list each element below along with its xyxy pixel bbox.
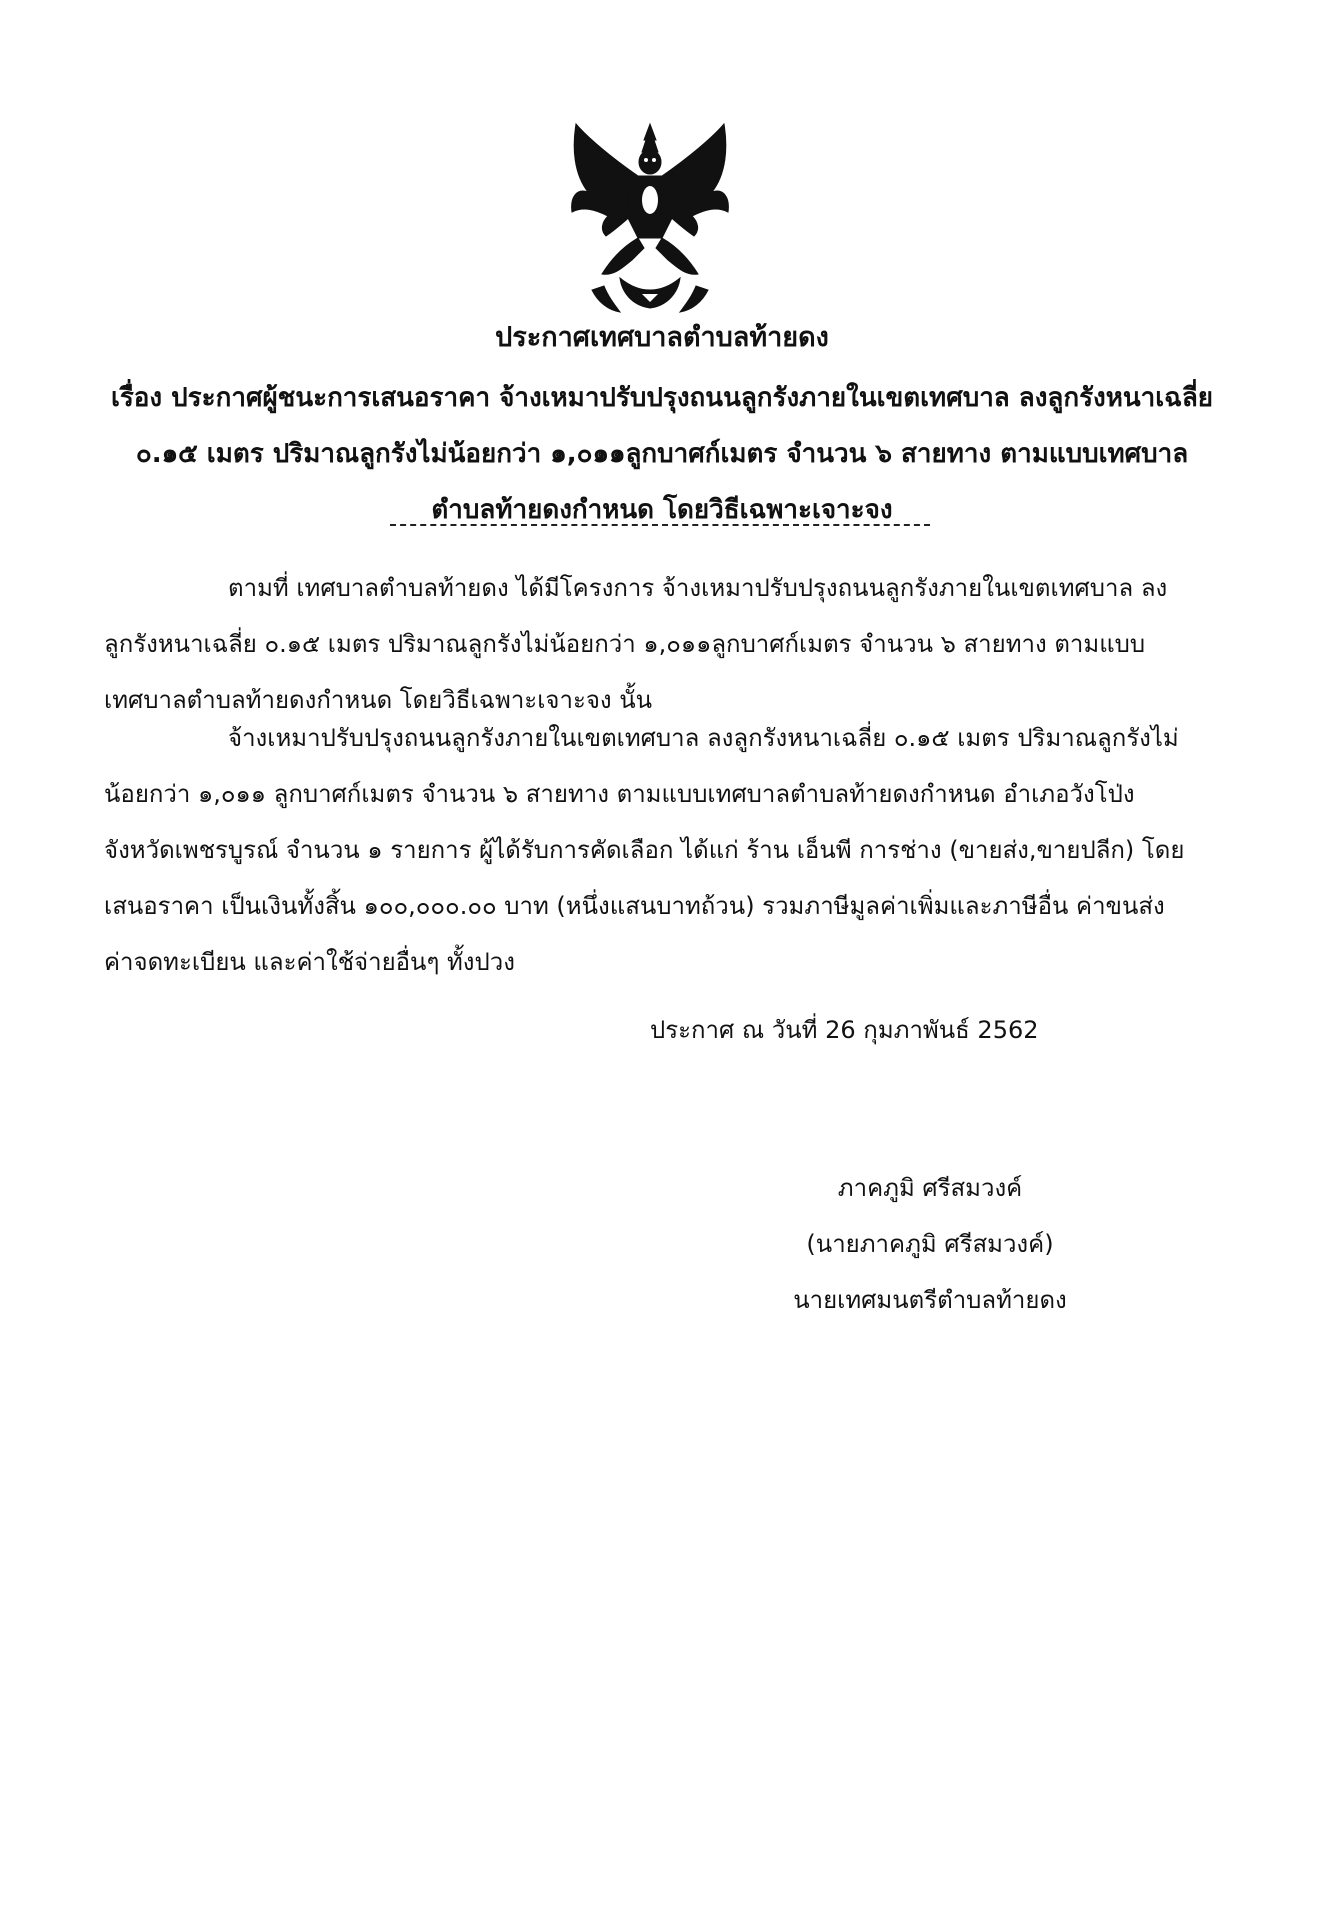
garuda-emblem-icon [562, 118, 738, 318]
signature-block [730, 1160, 1130, 1328]
announcement-title: ประกาศเทศบาลตำบลท้ายดง [495, 322, 829, 353]
paragraph-1-text: ตามที่ เทศบาลตำบลท้ายดง ได้มีโครงการ จ้างเหมาปรับปรุงถนนลูกรังภายในเขตเทศบาล ลงลูกรังหนาเฉลี่ย ๐.๑๕ เมตร ปริมาณลูกรังไม่น้อยกว่า ๑,๐๑๑ลูกบาศก์เมตร จำนวน ๖ สายทาง ตามแบบเทศบาลตำบลท้ายดงกำหนด โดยวิธีเฉพาะเจาะจง นั้น [104, 574, 1168, 714]
signature-name: ภาคภูมิ ศรีสมวงค์ [837, 1174, 1023, 1202]
body-paragraph-2 [104, 710, 1194, 990]
paragraph-2-text: จ้างเหมาปรับปรุงถนนลูกรังภายในเขตเทศบาล ลงลูกรังหนาเฉลี่ย ๐.๑๕ เมตร ปริมาณลูกรังไม่น้อยกว่า ๑,๐๑๑ ลูกบาศก์เมตร จำนวน ๖ สายทาง ตามแบบเทศบาลตำบลท้ายดงกำหนด อำเภอวังโป่ง จังหวัดเพชรบูรณ์ จำนวน ๑ รายการ ผู้ได้รับการคัดเลือก ได้แก่ ร้าน เอ็นพี การช่าง (ขายส่ง,ขายปลีก) โดยเสนอราคา เป็นเงินทั้งสิ้น ๑๐๐,๐๐๐.๐๐ บาท (หนึ่งแสนบาทถ้วน) รวมภาษีมูลค่าเพิ่มและภาษีอื่น ค่าขนส่ง ค่าจดทะเบียน และค่าใช้จ่ายอื่นๆ ทั้งปวง [104, 724, 1185, 976]
announcement-date: ประกาศ ณ วันที่ 26 กุมภาพันธ์ 2562 [650, 1016, 1039, 1044]
divider-line [390, 524, 930, 526]
signer-full-name: (นายภาคภูมิ ศรีสมวงค์) [806, 1230, 1054, 1258]
body-paragraph-1 [104, 560, 1194, 728]
signer-position: นายเทศมนตรีตำบลท้ายดง [793, 1286, 1067, 1314]
announcement-subject: เรื่อง ประกาศผู้ชนะการเสนอราคา จ้างเหมาปรับปรุงถนนลูกรังภายในเขตเทศบาล ลงลูกรังหนาเฉลี่ย ๐.๑๕ เมตร ปริมาณลูกรังไม่น้อยกว่า ๑,๐๑๑ลูกบาศก์เมตร จำนวน ๖ สายทาง ตามแบบเทศบาลตำบลท้ายดงกำหนด โดยวิธีเฉพาะเจาะจง [110, 383, 1214, 525]
